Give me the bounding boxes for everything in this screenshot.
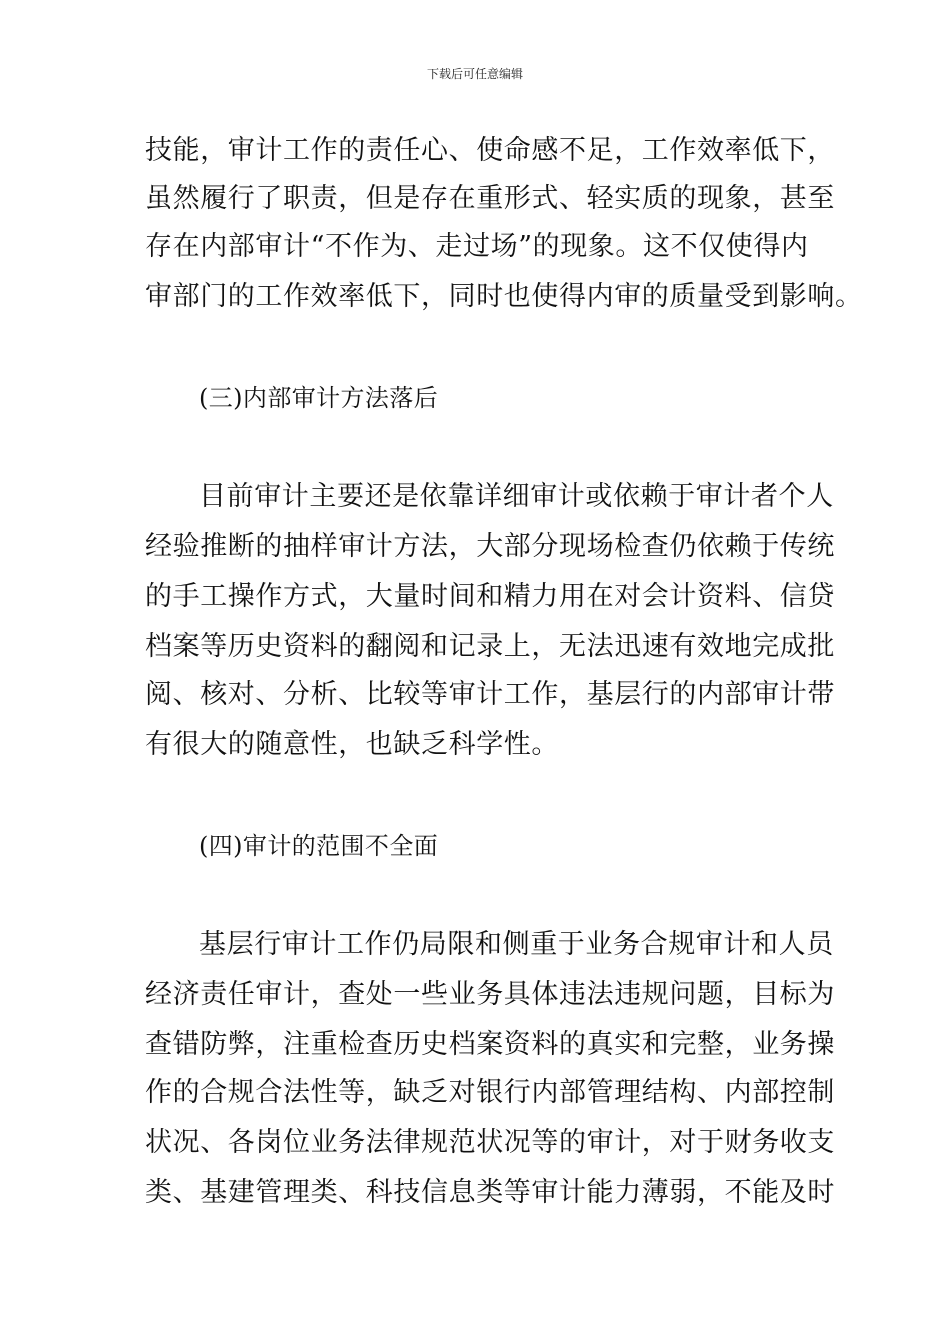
paragraph-line: 技能，审计工作的责任心、使命感不足，工作效率低下， (145, 135, 835, 166)
paragraph-line: 作的合规合法性等，缺乏对银行内部管理结构、内部控制 (145, 1077, 835, 1108)
paragraph-line: 存在内部审计“不作为、走过场”的现象。这不仅使得内 (145, 231, 809, 262)
paragraph-line: 经验推断的抽样审计方法，大部分现场检查仍依赖于传统 (145, 531, 835, 562)
paragraph-line: 经济责任审计，查处一些业务具体违法违规问题，目标为 (145, 979, 835, 1010)
paragraph-line: 档案等历史资料的翻阅和记录上，无法迅速有效地完成批 (145, 631, 835, 662)
section-heading: (三)内部审计方法落后 (199, 384, 439, 412)
section-heading: (四)审计的范围不全面 (199, 832, 439, 860)
paragraph-line: 虽然履行了职责，但是存在重形式、轻实质的现象，甚至 (145, 183, 835, 214)
paragraph-line: 审部门的工作效率低下，同时也使得内审的质量受到影响。 (145, 281, 863, 312)
paragraph-line: 查错防弊，注重检查历史档案资料的真实和完整，业务操 (145, 1029, 835, 1060)
paragraph-line: 类、基建管理类、科技信息类等审计能力薄弱，不能及时 (145, 1177, 835, 1208)
header-note: 下载后可任意编辑 (426, 67, 523, 81)
paragraph-line: 状况、各岗位业务法律规范状况等的审计，对于财务收支 (145, 1127, 835, 1158)
paragraph-line: 有很大的随意性，也缺乏科学性。 (145, 729, 559, 760)
paragraph-line: 目前审计主要还是依靠详细审计或依赖于审计者个人 (199, 481, 834, 512)
paragraph-line: 的手工操作方式，大量时间和精力用在对会计资料、信贷 (145, 581, 835, 612)
paragraph-line: 基层行审计工作仍局限和侧重于业务合规审计和人员 (199, 929, 834, 960)
paragraph-line: 阅、核对、分析、比较等审计工作，基层行的内部审计带 (145, 679, 835, 710)
